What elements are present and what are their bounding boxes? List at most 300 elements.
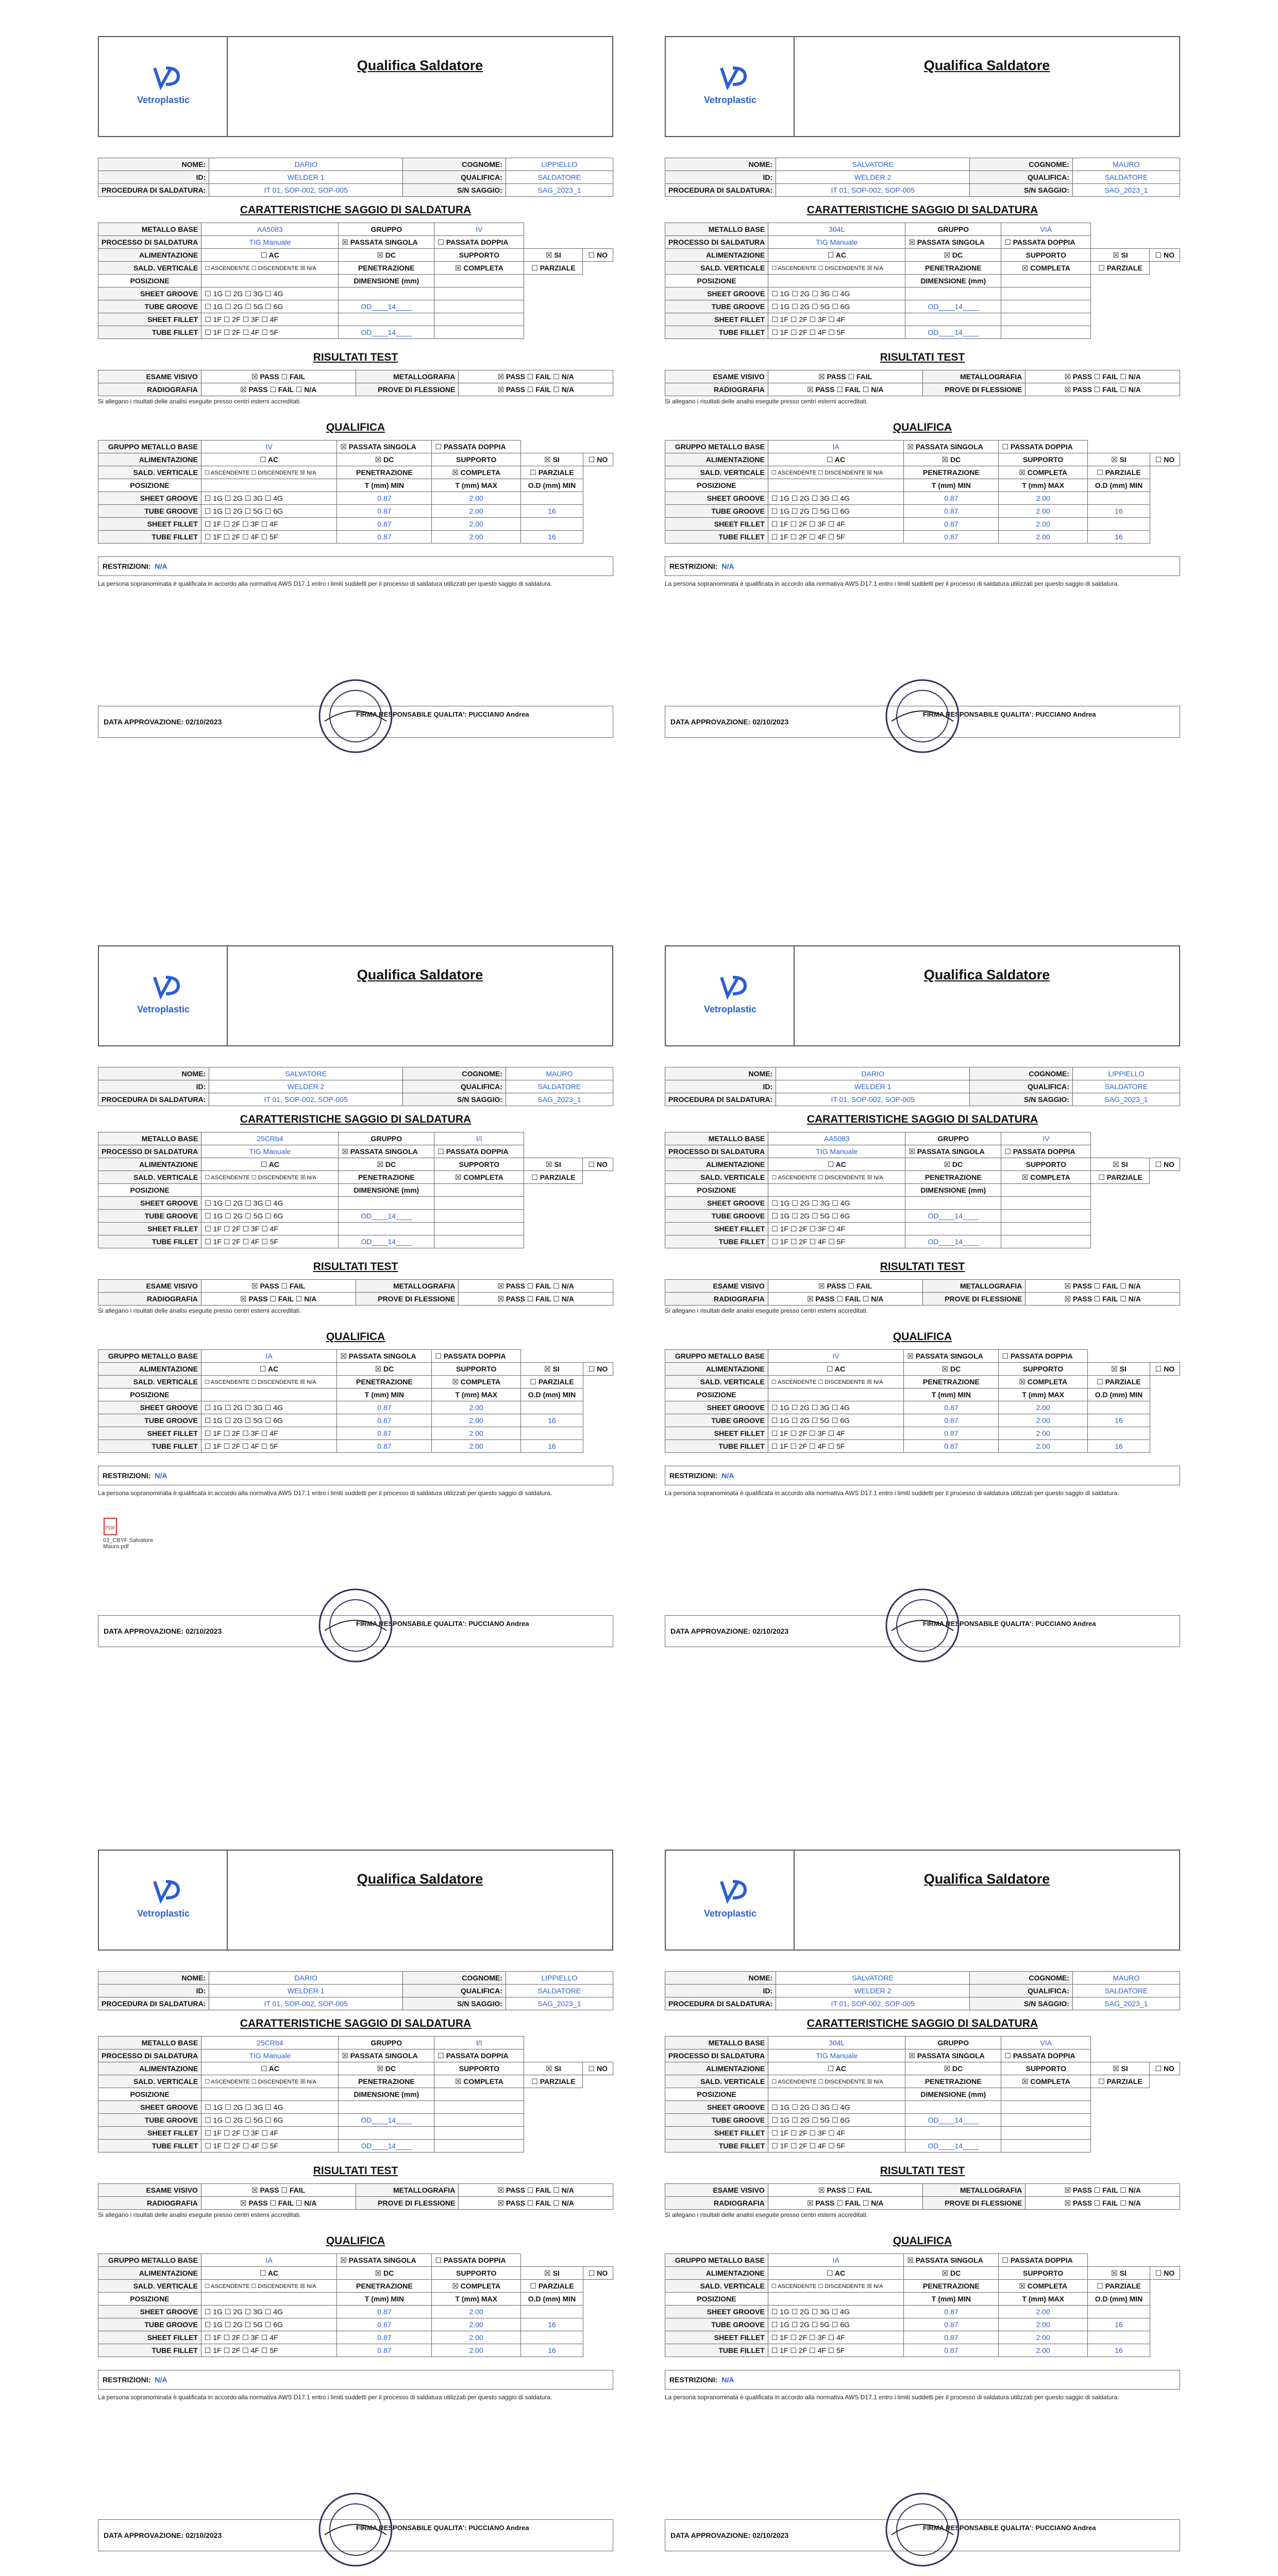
label-si: ☒ SI <box>1087 2267 1150 2280</box>
disclaimer: La persona sopranominata è qualificata in accordo alla normativa AWS D17.1 entro i limiti suddetti per il processo di saldatura utilizzati per questo saggio di saldatura. <box>665 2394 1119 2401</box>
value-qualifica: SALDATORE <box>1072 171 1180 184</box>
label-esame_visivo: ESAME VISIVO <box>98 1280 201 1293</box>
label-parziale: ☐ PARZIALE <box>520 2280 583 2293</box>
label-supporto: SUPPORTO <box>1001 2062 1091 2075</box>
vetroplastic-logo-icon <box>99 946 228 1045</box>
label-pass_fail_na: ☒ PASS ☐ FAIL ☐ N/A <box>201 2197 356 2210</box>
card-header <box>98 1850 613 1951</box>
label-nome: NOME: <box>98 1972 209 1985</box>
value-metallo: 304L <box>768 2037 905 2049</box>
section-title: QUALIFICA <box>893 1331 952 1343</box>
label-prove_flessione: PROVE DI FLESSIONE <box>356 2197 459 2210</box>
positions-sf: ☐ 1F ☐ 2F ☐ 3F ☐ 4F <box>201 2331 337 2344</box>
value-id: WELDER 1 <box>776 1080 970 1093</box>
stamp-icon <box>881 2488 964 2571</box>
label-passata_singola: ☒ PASSATA SINGOLA <box>904 2254 999 2267</box>
positions-sg: ☐ 1G ☐ 2G ☐ 3G ☐ 4G <box>768 287 905 300</box>
label-alimentazione: ALIMENTAZIONE <box>665 2062 768 2075</box>
vertical-options: ☐ ASCENDENTE ☐ DISCENDENTE ☒ N/A <box>768 466 904 479</box>
label-pass_fail: ☒ PASS ☐ FAIL <box>201 1280 356 1293</box>
label-sheet_fillet: SHEET FILLET <box>98 518 201 531</box>
label-dc: ☒ DC <box>337 453 432 466</box>
vertical-options: ☐ ASCENDENTE ☐ DISCENDENTE ☒ N/A <box>768 1171 905 1184</box>
value-tmax: 2.00 <box>999 518 1087 531</box>
vertical-options: ☐ ASCENDENTE ☐ DISCENDENTE ☒ N/A <box>201 466 337 479</box>
stamp-icon <box>314 675 397 757</box>
label-passata_singola: ☒ PASSATA SINGOLA <box>337 2254 432 2267</box>
label-qualifica: QUALIFICA: <box>970 171 1073 184</box>
label-pass_fail: ☒ PASS ☐ FAIL <box>201 370 356 383</box>
value-procedura: IT 01, SOP-002, SOP-005 <box>209 1997 403 2010</box>
value-tmin: 0.87 <box>337 2331 432 2344</box>
qualification-card <box>98 945 613 1790</box>
test-characteristics-table <box>665 1132 1180 1248</box>
logo-text: Vetroplastic <box>703 95 757 105</box>
value-tmin: 0.87 <box>337 518 432 531</box>
value-processo: TIG Manuale <box>201 1145 339 1158</box>
section-title: CARATTERISTICHE SAGGIO DI SALDATURA <box>240 2018 472 2029</box>
label-dimensione: DIMENSIONE (mm) <box>905 1184 1001 1197</box>
logo <box>666 1851 795 1950</box>
label-alimentazione: ALIMENTAZIONE <box>665 249 768 262</box>
label-tube_groove: TUBE GROOVE <box>98 300 201 313</box>
label-tube_fillet: TUBE FILLET <box>98 2344 201 2357</box>
label-ac: ☐ AC <box>201 1363 337 1376</box>
value-od: OD____14____ <box>339 2114 434 2127</box>
label-id: ID: <box>665 171 776 184</box>
label-passata_doppia: ☐ PASSATA DOPPIA <box>432 1350 520 1363</box>
section-title: QUALIFICA <box>326 2235 385 2247</box>
value-cognome: LIPPIELLO <box>506 158 613 171</box>
welder-table <box>98 1971 613 2010</box>
label-penetrazione: PENETRAZIONE <box>339 262 434 275</box>
label-completa: ☒ COMPLETA <box>999 1376 1087 1388</box>
value-tmax: 2.00 <box>999 505 1087 518</box>
label-completa: ☒ COMPLETA <box>434 262 524 275</box>
label-ac: ☐ AC <box>768 2267 904 2280</box>
card-title: Qualifica Saldatore <box>357 1871 483 1887</box>
label-no: ☐ NO <box>1150 453 1180 466</box>
label-sheet_groove: SHEET GROOVE <box>98 2306 201 2318</box>
label-passata_doppia: ☐ PASSATA DOPPIA <box>432 2254 520 2267</box>
label-processo: PROCESSO DI SALDATURA <box>665 236 768 249</box>
label-posizione: POSIZIONE <box>98 479 201 492</box>
value-procedura: IT 01, SOP-002, SOP-005 <box>776 184 970 197</box>
value-gruppo: I/I <box>434 1132 524 1145</box>
label-pass_fail_na: ☒ PASS ☐ FAIL ☐ N/A <box>768 1293 922 1306</box>
label-esame_visivo: ESAME VISIVO <box>98 370 201 383</box>
label-penetrazione: PENETRAZIONE <box>337 2280 432 2293</box>
stamp-icon <box>881 675 964 757</box>
pdf-file-icon <box>103 1517 119 1536</box>
value-tmin: 0.87 <box>904 1427 999 1440</box>
logo <box>666 37 795 136</box>
label-od_min: O.D (mm) MIN <box>520 479 583 492</box>
approval-date: DATA APPROVAZIONE: 02/10/2023 <box>670 718 789 726</box>
label-saggio: S/N SAGGIO: <box>970 1997 1073 2010</box>
label-qualifica: QUALIFICA: <box>403 1080 506 1093</box>
vertical-options: ☐ ASCENDENTE ☐ DISCENDENTE ☒ N/A <box>201 1376 337 1388</box>
positions-sg: ☐ 1G ☐ 2G ☐ 3G ☐ 4G <box>768 2306 904 2318</box>
qualification-card <box>665 945 1180 1790</box>
label-parziale: ☐ PARZIALE <box>524 2075 583 2088</box>
label-pass_fail_na: ☒ PASS ☐ FAIL ☐ N/A <box>459 1280 613 1293</box>
label-metallo_base: METALLO BASE <box>665 2037 768 2049</box>
label-dc: ☒ DC <box>904 453 999 466</box>
label-tube_fillet: TUBE FILLET <box>665 1440 768 1453</box>
label-dc: ☒ DC <box>339 1158 434 1171</box>
label-passata_doppia: ☐ PASSATA DOPPIA <box>1001 2049 1091 2062</box>
label-pass_fail_na: ☒ PASS ☐ FAIL ☐ N/A <box>459 1293 613 1306</box>
label-passata_doppia: ☐ PASSATA DOPPIA <box>434 236 524 249</box>
value-processo: TIG Manuale <box>201 2049 339 2062</box>
positions-tf: ☐ 1F ☐ 2F ☐ 4F ☐ 5F <box>768 1440 904 1453</box>
qualification-card <box>665 36 1180 881</box>
label-tube_fillet: TUBE FILLET <box>98 326 201 339</box>
value-qualifica: SALDATORE <box>506 1080 613 1093</box>
card-title: Qualifica Saldatore <box>357 967 483 982</box>
value-processo: TIG Manuale <box>768 236 905 249</box>
label-procedura: PROCEDURA DI SALDATURA: <box>98 184 209 197</box>
label-nome: NOME: <box>98 1067 209 1080</box>
label-pass_fail_na: ☒ PASS ☐ FAIL ☐ N/A <box>459 2197 613 2210</box>
label-metallografia: METALLOGRAFIA <box>356 1280 459 1293</box>
label-processo: PROCESSO DI SALDATURA <box>665 2049 768 2062</box>
label-no: ☐ NO <box>583 249 613 262</box>
section-title: QUALIFICA <box>326 1331 385 1343</box>
restrictions: RESTRIZIONI: N/A <box>665 1466 1180 1485</box>
label-dimensione: DIMENSIONE (mm) <box>905 275 1001 287</box>
label-completa: ☒ COMPLETA <box>434 1171 524 1184</box>
label-saggio: S/N SAGGIO: <box>403 1093 506 1106</box>
label-passata_singola: ☒ PASSATA SINGOLA <box>905 2049 1001 2062</box>
label-metallografia: METALLOGRAFIA <box>356 370 459 383</box>
value-tmin: 0.87 <box>337 531 432 544</box>
label-prove_flessione: PROVE DI FLESSIONE <box>922 1293 1025 1306</box>
label-prove_flessione: PROVE DI FLESSIONE <box>922 383 1025 396</box>
label-alimentazione: ALIMENTAZIONE <box>665 1363 768 1376</box>
section-title: QUALIFICA <box>893 421 952 433</box>
label-parziale: ☐ PARZIALE <box>1091 1171 1150 1184</box>
label-supporto: SUPPORTO <box>999 2267 1087 2280</box>
label-sald_verticale: SALD. VERTICALE <box>98 262 201 275</box>
label-alimentazione: ALIMENTAZIONE <box>98 1363 201 1376</box>
label-esame_visivo: ESAME VISIVO <box>98 2184 201 2197</box>
label-procedura: PROCEDURA DI SALDATURA: <box>665 1997 776 2010</box>
label-passata_doppia: ☐ PASSATA DOPPIA <box>1001 1145 1091 1158</box>
value-tmin: 0.87 <box>904 1401 999 1414</box>
label-no: ☐ NO <box>1150 2267 1180 2280</box>
value-tmin: 0.87 <box>337 1401 432 1414</box>
label-tube_fillet: TUBE FILLET <box>98 1235 201 1248</box>
label-sheet_groove: SHEET GROOVE <box>98 1197 201 1210</box>
label-cognome: COGNOME: <box>403 1067 506 1080</box>
approval-date: DATA APPROVAZIONE: 02/10/2023 <box>670 2531 789 2539</box>
label-dc: ☒ DC <box>339 249 434 262</box>
positions-tg: ☐ 1G ☐ 2G ☐ 5G ☐ 6G <box>201 2114 339 2127</box>
positions-sf: ☐ 1F ☐ 2F ☐ 3F ☐ 4F <box>201 1223 339 1235</box>
positions-tg: ☐ 1G ☐ 2G ☐ 5G ☐ 6G <box>768 2114 905 2127</box>
label-passata_singola: ☒ PASSATA SINGOLA <box>339 236 434 249</box>
label-dc: ☒ DC <box>337 1363 432 1376</box>
label-tube_fillet: TUBE FILLET <box>665 1235 768 1248</box>
approval-date: DATA APPROVAZIONE: 02/10/2023 <box>104 718 222 726</box>
label-t_max: T (mm) MAX <box>999 2293 1087 2306</box>
label-no: ☐ NO <box>1150 2062 1180 2075</box>
label-si: ☒ SI <box>520 453 583 466</box>
label-sald_verticale: SALD. VERTICALE <box>665 2280 768 2293</box>
vertical-options: ☐ ASCENDENTE ☐ DISCENDENTE ☒ N/A <box>201 2280 337 2293</box>
value-tmin: 0.87 <box>904 505 999 518</box>
card-title: Qualifica Saldatore <box>357 58 483 73</box>
label-passata_singola: ☒ PASSATA SINGOLA <box>905 236 1001 249</box>
positions-sf: ☐ 1F ☐ 2F ☐ 3F ☐ 4F <box>768 313 905 326</box>
restrictions: RESTRIZIONI: N/A <box>98 2370 613 2389</box>
section-title: RISULTATI TEST <box>313 2165 398 2177</box>
label-gruppo: GRUPPO <box>905 1132 1001 1145</box>
value-tmax: 2.00 <box>432 2306 520 2318</box>
label-posizione: POSIZIONE <box>665 2293 768 2306</box>
value-od: OD____14____ <box>905 2114 1001 2127</box>
value-tmax: 2.00 <box>432 2331 520 2344</box>
label-sheet_fillet: SHEET FILLET <box>665 313 768 326</box>
restrictions: RESTRIZIONI: N/A <box>98 1466 613 1485</box>
value-tmax: 2.00 <box>432 1440 520 1453</box>
value-nome: DARIO <box>209 1972 403 1985</box>
attachment-name: 03_CBYF Salvatore Mauro.pdf <box>103 1537 154 1550</box>
label-pass_fail_na: ☒ PASS ☐ FAIL ☐ N/A <box>1025 1293 1180 1306</box>
label-sald_verticale: SALD. VERTICALE <box>98 2280 201 2293</box>
label-pass_fail_na: ☒ PASS ☐ FAIL ☐ N/A <box>1025 370 1180 383</box>
label-parziale: ☐ PARZIALE <box>1087 2280 1150 2293</box>
label-completa: ☒ COMPLETA <box>432 2280 520 2293</box>
value-tmax: 2.00 <box>999 2306 1087 2318</box>
logo <box>666 946 795 1045</box>
disclaimer: La persona sopranominata è qualificata in accordo alla normativa AWS D17.1 entro i limiti suddetti per il processo di saldatura utilizzati per questo saggio di saldatura. <box>98 1489 552 1497</box>
label-penetrazione: PENETRAZIONE <box>339 1171 434 1184</box>
section-title: CARATTERISTICHE SAGGIO DI SALDATURA <box>806 1113 1038 1125</box>
label-si: ☒ SI <box>1087 453 1150 466</box>
value-id: WELDER 2 <box>776 1985 970 1997</box>
label-completa: ☒ COMPLETA <box>1001 262 1091 275</box>
label-tube_fillet: TUBE FILLET <box>98 1440 201 1453</box>
label-sheet_groove: SHEET GROOVE <box>98 1401 201 1414</box>
vertical-options: ☐ ASCENDENTE ☐ DISCENDENTE ☒ N/A <box>201 1171 339 1184</box>
positions-sf: ☐ 1F ☐ 2F ☐ 3F ☐ 4F <box>768 1223 905 1235</box>
welder-table <box>665 1971 1180 2010</box>
label-ac: ☐ AC <box>201 249 339 262</box>
label-passata_singola: ☒ PASSATA SINGOLA <box>337 440 432 453</box>
value-od: OD____14____ <box>905 1235 1001 1248</box>
value-tmax: 2.00 <box>999 1401 1087 1414</box>
label-dc: ☒ DC <box>905 2062 1001 2075</box>
positions-tg: ☐ 1G ☐ 2G ☐ 5G ☐ 6G <box>768 2318 904 2331</box>
value-nome: SALVATORE <box>776 158 970 171</box>
value-q_gruppo: IV <box>201 440 337 453</box>
value-od: OD____14____ <box>339 1235 434 1248</box>
label-nome: NOME: <box>665 1972 776 1985</box>
results-table <box>98 2183 613 2210</box>
value-od: OD____14____ <box>905 2140 1001 2153</box>
label-passata_singola: ☒ PASSATA SINGOLA <box>904 1350 999 1363</box>
label-passata_doppia: ☐ PASSATA DOPPIA <box>1001 236 1091 249</box>
value-qualifica: SALDATORE <box>1072 1080 1180 1093</box>
label-ac: ☐ AC <box>201 2267 337 2280</box>
label-passata_singola: ☒ PASSATA SINGOLA <box>904 440 999 453</box>
positions-sg: ☐ 1G ☐ 2G ☐ 3G ☐ 4G <box>201 2306 337 2318</box>
label-sald_verticale: SALD. VERTICALE <box>665 1376 768 1388</box>
label-supporto: SUPPORTO <box>999 453 1087 466</box>
label-nome: NOME: <box>665 158 776 171</box>
label-penetrazione: PENETRAZIONE <box>904 2280 999 2293</box>
label-id: ID: <box>98 171 209 184</box>
attachments-note: Si allegano i risultati delle analisi eseguite presso centri esterni accreditati. <box>665 398 868 405</box>
value-od: OD____14____ <box>905 1210 1001 1223</box>
attachments-note: Si allegano i risultati delle analisi eseguite presso centri esterni accreditati. <box>665 1307 868 1314</box>
label-passata_singola: ☒ PASSATA SINGOLA <box>905 1145 1001 1158</box>
value-tmin: 0.87 <box>337 2318 432 2331</box>
positions-sg: ☐ 1G ☐ 2G ☐ 3G ☐ 4G <box>201 2101 339 2114</box>
value-gruppo: VIA <box>1001 223 1091 236</box>
value-tmax: 2.00 <box>432 518 520 531</box>
attachment[interactable] <box>103 1517 165 1550</box>
label-ac: ☐ AC <box>768 453 904 466</box>
label-saggio: S/N SAGGIO: <box>403 1997 506 2010</box>
label-si: ☒ SI <box>1087 1363 1150 1376</box>
value-odmin: 16 <box>1087 2344 1150 2357</box>
label-gruppo_metallo: GRUPPO METALLO BASE <box>665 1350 768 1363</box>
label-sald_verticale: SALD. VERTICALE <box>98 1171 201 1184</box>
positions-sf: ☐ 1F ☐ 2F ☐ 3F ☐ 4F <box>201 1427 337 1440</box>
label-parziale: ☐ PARZIALE <box>524 1171 583 1184</box>
positions-sg: ☐ 1G ☐ 2G ☐ 3G ☐ 4G <box>201 1401 337 1414</box>
label-metallo_base: METALLO BASE <box>98 1132 201 1145</box>
label-id: ID: <box>98 1985 209 1997</box>
logo-text: Vetroplastic <box>703 1004 757 1014</box>
label-gruppo_metallo: GRUPPO METALLO BASE <box>98 1350 201 1363</box>
label-parziale: ☐ PARZIALE <box>520 466 583 479</box>
vertical-options: ☐ ASCENDENTE ☐ DISCENDENTE ☒ N/A <box>201 2075 339 2088</box>
label-supporto: SUPPORTO <box>434 2062 524 2075</box>
positions-sg: ☐ 1G ☐ 2G ☐ 3G ☐ 4G <box>768 1197 905 1210</box>
approval-date: DATA APPROVAZIONE: 02/10/2023 <box>670 1627 789 1635</box>
label-dc: ☒ DC <box>337 2267 432 2280</box>
label-gruppo_metallo: GRUPPO METALLO BASE <box>665 440 768 453</box>
value-q_gruppo: IA <box>768 2254 904 2267</box>
card-header <box>98 945 613 1046</box>
positions-tg: ☐ 1G ☐ 2G ☐ 5G ☐ 6G <box>201 505 337 518</box>
label-radiografia: RADIOGRAFIA <box>665 1293 768 1306</box>
card-title: Qualifica Saldatore <box>923 967 1050 982</box>
value-nome: SALVATORE <box>209 1067 403 1080</box>
label-tube_groove: TUBE GROOVE <box>98 505 201 518</box>
label-passata_singola: ☒ PASSATA SINGOLA <box>339 1145 434 1158</box>
label-od_min: O.D (mm) MIN <box>520 2293 583 2306</box>
label-si: ☒ SI <box>524 2062 583 2075</box>
label-sheet_fillet: SHEET FILLET <box>98 313 201 326</box>
test-characteristics-table <box>665 223 1180 339</box>
label-tube_groove: TUBE GROOVE <box>98 2318 201 2331</box>
label-tube_groove: TUBE GROOVE <box>665 2114 768 2127</box>
label-penetrazione: PENETRAZIONE <box>339 2075 434 2088</box>
label-tube_groove: TUBE GROOVE <box>665 505 768 518</box>
vetroplastic-logo-icon <box>666 1851 795 1950</box>
positions-tf: ☐ 1F ☐ 2F ☐ 4F ☐ 5F <box>768 326 905 339</box>
restrictions: RESTRIZIONI: N/A <box>665 556 1180 576</box>
label-procedura: PROCEDURA DI SALDATURA: <box>98 1093 209 1106</box>
label-esame_visivo: ESAME VISIVO <box>665 2184 768 2197</box>
label-procedura: PROCEDURA DI SALDATURA: <box>665 1093 776 1106</box>
card-header <box>98 36 613 137</box>
label-parziale: ☐ PARZIALE <box>1091 262 1150 275</box>
label-pass_fail_na: ☒ PASS ☐ FAIL ☐ N/A <box>768 2197 922 2210</box>
label-alimentazione: ALIMENTAZIONE <box>98 2062 201 2075</box>
value-saggio: SAG_2023_1 <box>506 1997 613 2010</box>
label-penetrazione: PENETRAZIONE <box>904 1376 999 1388</box>
label-processo: PROCESSO DI SALDATURA <box>665 1145 768 1158</box>
label-parziale: ☐ PARZIALE <box>520 1376 583 1388</box>
value-saggio: SAG_2023_1 <box>1072 1997 1180 2010</box>
value-metallo: 25CRb4 <box>201 2037 339 2049</box>
attachments-note: Si allegano i risultati delle analisi eseguite presso centri esterni accreditati. <box>665 2211 868 2218</box>
label-alimentazione: ALIMENTAZIONE <box>665 1158 768 1171</box>
label-sald_verticale: SALD. VERTICALE <box>98 466 201 479</box>
label-t_max: T (mm) MAX <box>432 1388 520 1401</box>
value-tmax: 2.00 <box>432 505 520 518</box>
value-gruppo: IV <box>1001 1132 1091 1145</box>
label-pass_fail_na: ☒ PASS ☐ FAIL ☐ N/A <box>1025 383 1180 396</box>
value-saggio: SAG_2023_1 <box>1072 1093 1180 1106</box>
vetroplastic-logo-icon <box>666 37 795 136</box>
value-tmin: 0.87 <box>337 505 432 518</box>
label-dc: ☒ DC <box>339 2062 434 2075</box>
positions-tf: ☐ 1F ☐ 2F ☐ 4F ☐ 5F <box>201 2140 339 2153</box>
section-title: RISULTATI TEST <box>880 2165 965 2177</box>
label-no: ☐ NO <box>583 1158 613 1171</box>
qualification-table <box>98 1349 613 1453</box>
label-id: ID: <box>665 1985 776 1997</box>
label-qualifica: QUALIFICA: <box>970 1985 1073 1997</box>
positions-tf: ☐ 1F ☐ 2F ☐ 4F ☐ 5F <box>201 531 337 544</box>
positions-tg: ☐ 1G ☐ 2G ☐ 5G ☐ 6G <box>201 1414 337 1427</box>
label-sheet_groove: SHEET GROOVE <box>665 287 768 300</box>
label-metallo_base: METALLO BASE <box>98 2037 201 2049</box>
vetroplastic-logo-icon <box>666 946 795 1045</box>
value-gruppo: VIA <box>1001 2037 1091 2049</box>
attachments-note: Si allegano i risultati delle analisi eseguite presso centri esterni accreditati. <box>98 1307 301 1314</box>
value-tmax: 2.00 <box>999 492 1087 505</box>
label-sheet_groove: SHEET GROOVE <box>665 492 768 505</box>
value-id: WELDER 2 <box>209 1080 403 1093</box>
label-penetrazione: PENETRAZIONE <box>905 2075 1001 2088</box>
attachments-note: Si allegano i risultati delle analisi eseguite presso centri esterni accreditati. <box>98 2211 301 2218</box>
qualification-card <box>98 1850 613 2576</box>
label-supporto: SUPPORTO <box>432 1363 520 1376</box>
label-alimentazione: ALIMENTAZIONE <box>665 453 768 466</box>
positions-sf: ☐ 1F ☐ 2F ☐ 3F ☐ 4F <box>768 2331 904 2344</box>
qualification-table <box>665 1349 1180 1453</box>
label-penetrazione: PENETRAZIONE <box>904 466 999 479</box>
results-table <box>665 2183 1180 2210</box>
label-si: ☒ SI <box>524 1158 583 1171</box>
label-sheet_fillet: SHEET FILLET <box>665 1427 768 1440</box>
positions-sg: ☐ 1G ☐ 2G ☐ 3G ☐ 4G <box>201 287 339 300</box>
approval-date: DATA APPROVAZIONE: 02/10/2023 <box>104 1627 222 1635</box>
value-id: WELDER 1 <box>209 1985 403 1997</box>
value-procedura: IT 01, SOP-002, SOP-005 <box>776 1093 970 1106</box>
label-passata_doppia: ☐ PASSATA DOPPIA <box>999 1350 1087 1363</box>
value-tmin: 0.87 <box>904 2331 999 2344</box>
